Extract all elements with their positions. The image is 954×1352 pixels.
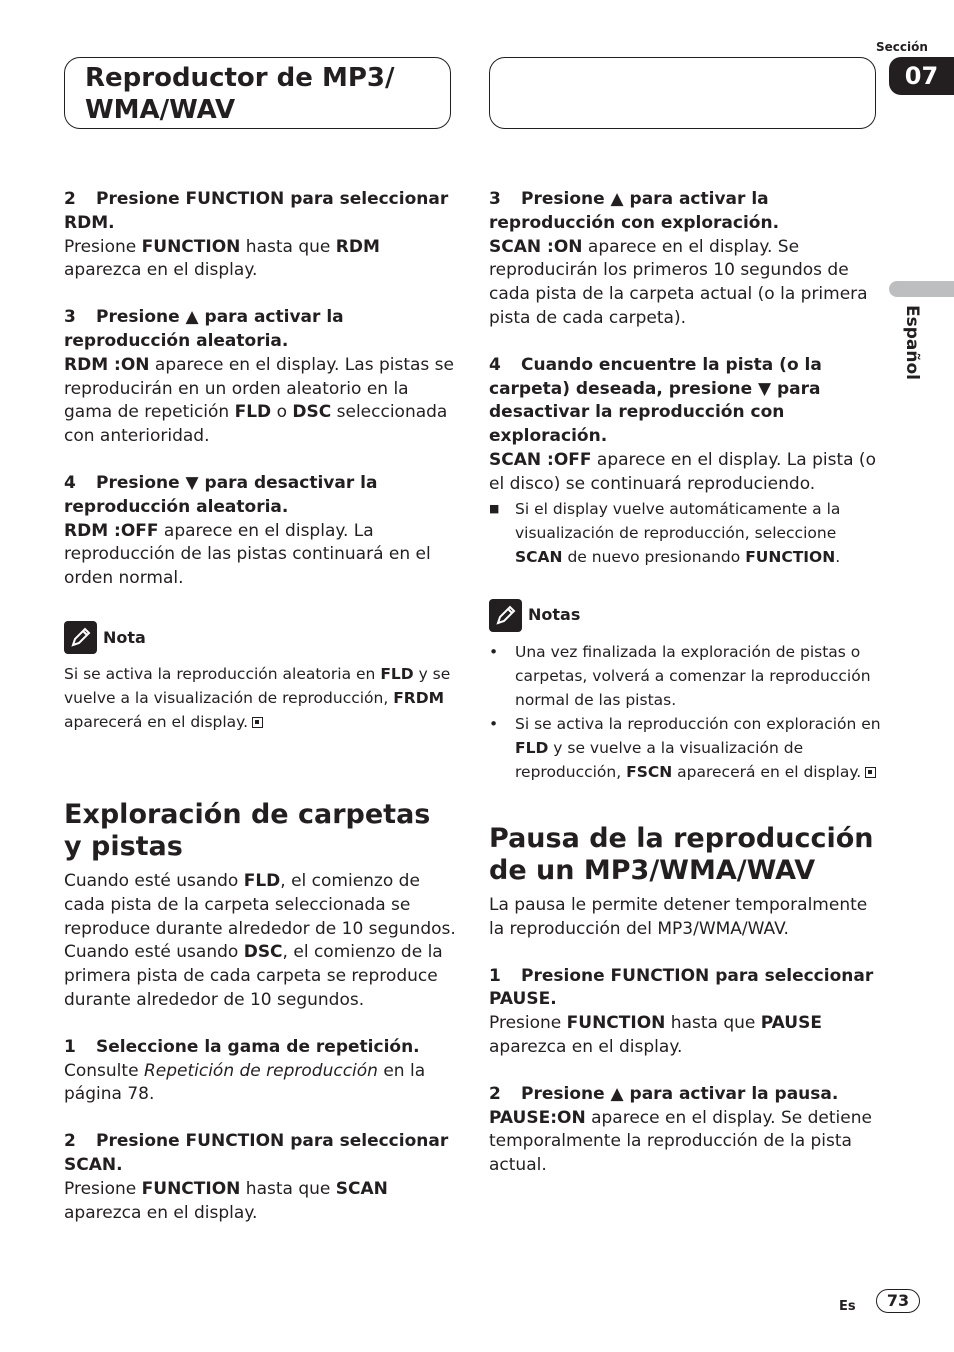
left-column-bottom — [64, 870, 456, 1225]
notes-label: Notas — [528, 605, 581, 625]
note-heading — [64, 621, 456, 654]
section-heading-scan: Exploración de carpetas y pistas — [64, 799, 431, 862]
step-body: SCAN :OFF aparece en el display. La pista (o el disco) se continuará reproduciendo. — [489, 449, 876, 494]
language-tab — [889, 281, 954, 297]
step-heading: 1 Presione FUNCTION para seleccionar PAUSE. — [489, 965, 874, 1010]
left-column-top — [64, 188, 456, 734]
note-label: Nota — [103, 627, 146, 647]
section-label: Sección — [876, 40, 928, 54]
step-body: RDM :OFF aparece en el display. La reproducción de las pistas continuará en el orden normal. — [64, 520, 431, 589]
right-column-bottom — [489, 894, 881, 1178]
step-heading: 4 Cuando encuentre la pista (o la carpeta) deseada, presione ▼ para desactivar la reproducción con exploración. — [489, 354, 822, 447]
page-number: 73 — [876, 1289, 920, 1313]
blank-header-box — [489, 57, 876, 129]
note-item: • Una vez finalizada la exploración de pistas o carpetas, volverá a comenzar la reproducción normal de las pistas. — [489, 640, 881, 712]
pencil-note-icon — [489, 599, 522, 632]
end-mark-icon — [252, 717, 263, 728]
step-heading: 3 Presione ▲ para activar la reproducción con exploración. — [489, 189, 780, 233]
intro-text: Cuando esté usando FLD, el comienzo de cada pista de la carpeta seleccionada se reproduce durante alrededor de 10 segundos. Cuando esté usando DSC, el comienzo de la primera pista de cada carpeta se reproduce durante alrededor de 10 segundos. — [64, 871, 456, 1010]
step-heading: 4 Presione ▼ para desactivar la reproducción aleatoria. — [64, 472, 378, 517]
section-number-tab: 07 — [889, 57, 954, 95]
chapter-title: Reproductor de MP3/ WMA/WAV — [85, 63, 395, 125]
step-body: Presione FUNCTION hasta que RDM aparezca en el display. — [64, 236, 380, 281]
step-heading: 2 Presione ▲ para activar la pausa. — [489, 1083, 839, 1104]
notes-heading — [489, 599, 881, 632]
end-mark-icon — [865, 767, 876, 778]
step-body: SCAN :ON aparece en el display. Se reproducirán los primeros 10 segundos de cada pista de la carpeta actual (o la primera pista de cada carpeta). — [489, 236, 868, 328]
step-heading: 3 Presione ▲ para activar la reproducción aleatoria. — [64, 307, 344, 351]
footer-language: Es — [839, 1299, 856, 1314]
step-heading: 2 Presione FUNCTION para seleccionar RDM. — [64, 189, 449, 233]
tip-text: ■ Si el display vuelve automáticamente a la visualización de reproducción, seleccione SCAN de nuevo presionando FUNCTION. — [489, 497, 881, 569]
step-heading: 2 Presione FUNCTION para seleccionar SCAN. — [64, 1131, 449, 1175]
step-body: PAUSE:ON aparece en el display. Se detiene temporalmente la reproducción de la pista actual. — [489, 1107, 872, 1176]
note-text: Si se activa la reproducción aleatoria en FLD y se vuelve a la visualización de reproducción, FRDM aparecerá en el display. — [64, 664, 451, 731]
step-heading: 1 Seleccione la gama de repetición. — [64, 1036, 420, 1057]
pencil-note-icon — [64, 621, 97, 654]
step-body: Consulte Repetición de reproducción en la página 78. — [64, 1060, 426, 1105]
language-label: Español — [902, 305, 922, 380]
note-item: • Si se activa la reproducción con exploración en FLD y se vuelve a la visualización de reproducción, FSCN aparecerá en el display. — [489, 712, 881, 784]
right-column-top — [489, 188, 881, 784]
step-body: RDM :ON aparece en el display. Las pistas se reproducirán en un orden aleatorio en la gama de repetición FLD o DSC seleccionada con anterioridad. — [64, 354, 454, 447]
chapter-title-box — [64, 57, 451, 129]
section-heading-pause: Pausa de la reproducción de un MP3/WMA/WAV — [489, 823, 874, 886]
intro-text: La pausa le permite detener temporalmente la reproducción del MP3/WMA/WAV. — [489, 895, 868, 939]
step-body: Presione FUNCTION hasta que PAUSE aparezca en el display. — [489, 1013, 822, 1057]
step-body: Presione FUNCTION hasta que SCAN aparezca en el display. — [64, 1178, 388, 1223]
